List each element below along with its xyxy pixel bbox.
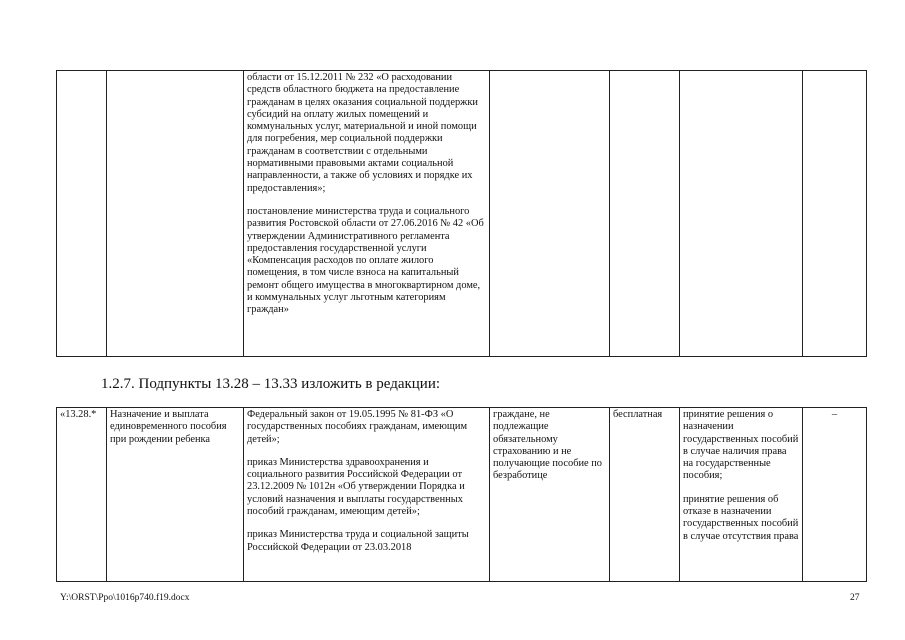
table-row bbox=[57, 71, 867, 357]
result-cell bbox=[680, 408, 803, 582]
section-heading: 1.2.7. Подпункты 13.28 – 13.33 изложить в редакции: bbox=[101, 376, 441, 392]
cost-cell bbox=[610, 71, 680, 357]
legal-paragraph: постановление министерства труда и социального развития Ростовской области от 27.06.2016 № 42 «Об утверждении Административного регламента предоставления государственной услуги «Компенсация расходов по оплате жилого помещения, в том числе взноса на капитальный ремонт общего имущества в многоквартирном доме, и коммунальных услуг льготным категориям граждан» bbox=[247, 205, 484, 316]
page-number: 27 bbox=[850, 593, 860, 603]
legal-paragraph: приказ Министерства труда и социальной защиты Российской Федерации от 23.03.2018 bbox=[247, 529, 469, 553]
cost-cell: бесплатная bbox=[610, 408, 680, 582]
legal-paragraph: приказ Министерства здравоохранения и социального развития Российской Федерации от 23.12.2009 № 1012н «Об утверждении Порядка и условий назначения и выплаты государственных пособий гражданам, имеющим детей»; bbox=[247, 456, 465, 518]
legal-basis-cell bbox=[244, 71, 490, 357]
number-cell: «13.28.* bbox=[57, 408, 107, 582]
service-name-cell bbox=[107, 71, 244, 357]
result-cell bbox=[680, 71, 803, 357]
result-paragraph: принятие решения о назначении государственных пособий в случае наличия права на государственные пособия; bbox=[683, 409, 799, 482]
table-row bbox=[57, 408, 867, 582]
service-name-cell: Назначение и выплата единовременного пособия при рождении ребенка bbox=[107, 408, 244, 582]
recipients-cell bbox=[490, 71, 610, 357]
bottom-table bbox=[56, 407, 867, 582]
legal-paragraph: области от 15.12.2011 № 232 «О расходовании средств областного бюджета на предоставление гражданам в целях оказания социальной поддержки субсидий на оплату жилых помещений и коммунальных услуг, материальной и иной помощи для погребения, мер социальной поддержки гражданам в соответствии с отдельными нормативными правовыми актами социальной направленности, а также об условиях и порядке их предоставления»; bbox=[247, 72, 478, 194]
recipients-cell: граждане, не подлежащие обязательному страхованию и не получающие пособие по безработице bbox=[490, 408, 610, 582]
legal-basis-cell bbox=[244, 408, 490, 582]
result-paragraph: принятие решения об отказе в назначении государственных пособий в случае отсутствия права bbox=[683, 493, 799, 542]
legal-paragraph: Федеральный закон от 19.05.1995 № 81-ФЗ «О государственных пособиях гражданам, имеющим детей»; bbox=[247, 409, 468, 445]
last-cell bbox=[803, 71, 867, 357]
top-table bbox=[56, 70, 867, 357]
number-cell bbox=[57, 71, 107, 357]
last-cell: – bbox=[803, 408, 867, 582]
file-path: Y:\ORST\Ppo\1016p740.f19.docx bbox=[60, 593, 190, 603]
